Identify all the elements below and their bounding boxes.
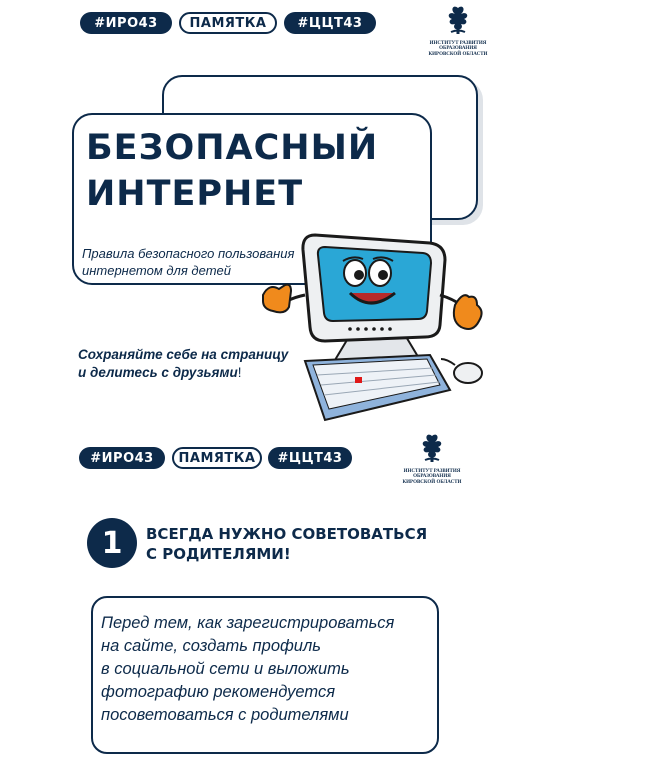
title-line2: ИНТЕРНЕТ (86, 174, 304, 214)
tag-iro43[interactable]: #ИРО43 (80, 12, 172, 34)
rule-text-line: посоветоваться с родителями (101, 706, 349, 724)
institute-logo-2 (400, 430, 464, 485)
subtitle-line2: интернетом для детей (82, 263, 231, 278)
logo-line1: ИНСТИТУТ РАЗВИТИЯ (429, 41, 487, 46)
share-text (78, 346, 288, 382)
page-title (86, 125, 378, 217)
rule-text-line: в социальной сети и выложить (101, 660, 350, 678)
logo2-line1: ИНСТИТУТ РАЗВИТИЯ (403, 469, 461, 474)
tag-tsct43[interactable]: #ЦЦТ43 (284, 12, 376, 34)
institute-logo (426, 2, 490, 57)
logo-line2: ОБРАЗОВАНИЯ (439, 46, 477, 52)
share-excl: ! (237, 365, 242, 380)
institute-logo-icon (417, 430, 447, 464)
share-line1: Сохраняйте себе на страницу (78, 347, 289, 362)
rule-text-line: фотографию рекомендуется (101, 683, 336, 701)
share-line2: и делитесь с друзьями (78, 365, 238, 380)
rule-title-line1: ВСЕГДА НУЖНО СОВЕТОВАТЬСЯ (146, 525, 428, 543)
title-line1: БЕЗОПАСНЫЙ (86, 128, 379, 168)
rule-text (101, 612, 394, 727)
logo-line3: КИРОВСКОЙ ОБЛАСТИ (428, 51, 488, 57)
computer-mascot-icon (255, 225, 490, 425)
tag-tsct43-2[interactable]: #ЦЦТ43 (268, 447, 352, 469)
tag-pamyatka-2[interactable]: ПАМЯТКА (172, 447, 262, 469)
tag-iro43-2[interactable]: #ИРО43 (79, 447, 165, 469)
institute-logo-icon (443, 2, 473, 36)
subtitle-line1: Правила безопасного пользования (82, 246, 295, 261)
tag-pamyatka[interactable]: ПАМЯТКА (179, 12, 277, 34)
rule-title (146, 524, 427, 564)
logo2-line3: КИРОВСКОЙ ОБЛАСТИ (402, 479, 462, 485)
rule-title-line2: С РОДИТЕЛЯМИ! (146, 545, 291, 563)
rule-text-line: Перед тем, как зарегистрироваться (101, 614, 395, 632)
logo2-line2: ОБРАЗОВАНИЯ (413, 474, 451, 480)
rule-text-line: на сайте, создать профиль (101, 637, 321, 655)
rule-number-badge: 1 (87, 518, 137, 568)
